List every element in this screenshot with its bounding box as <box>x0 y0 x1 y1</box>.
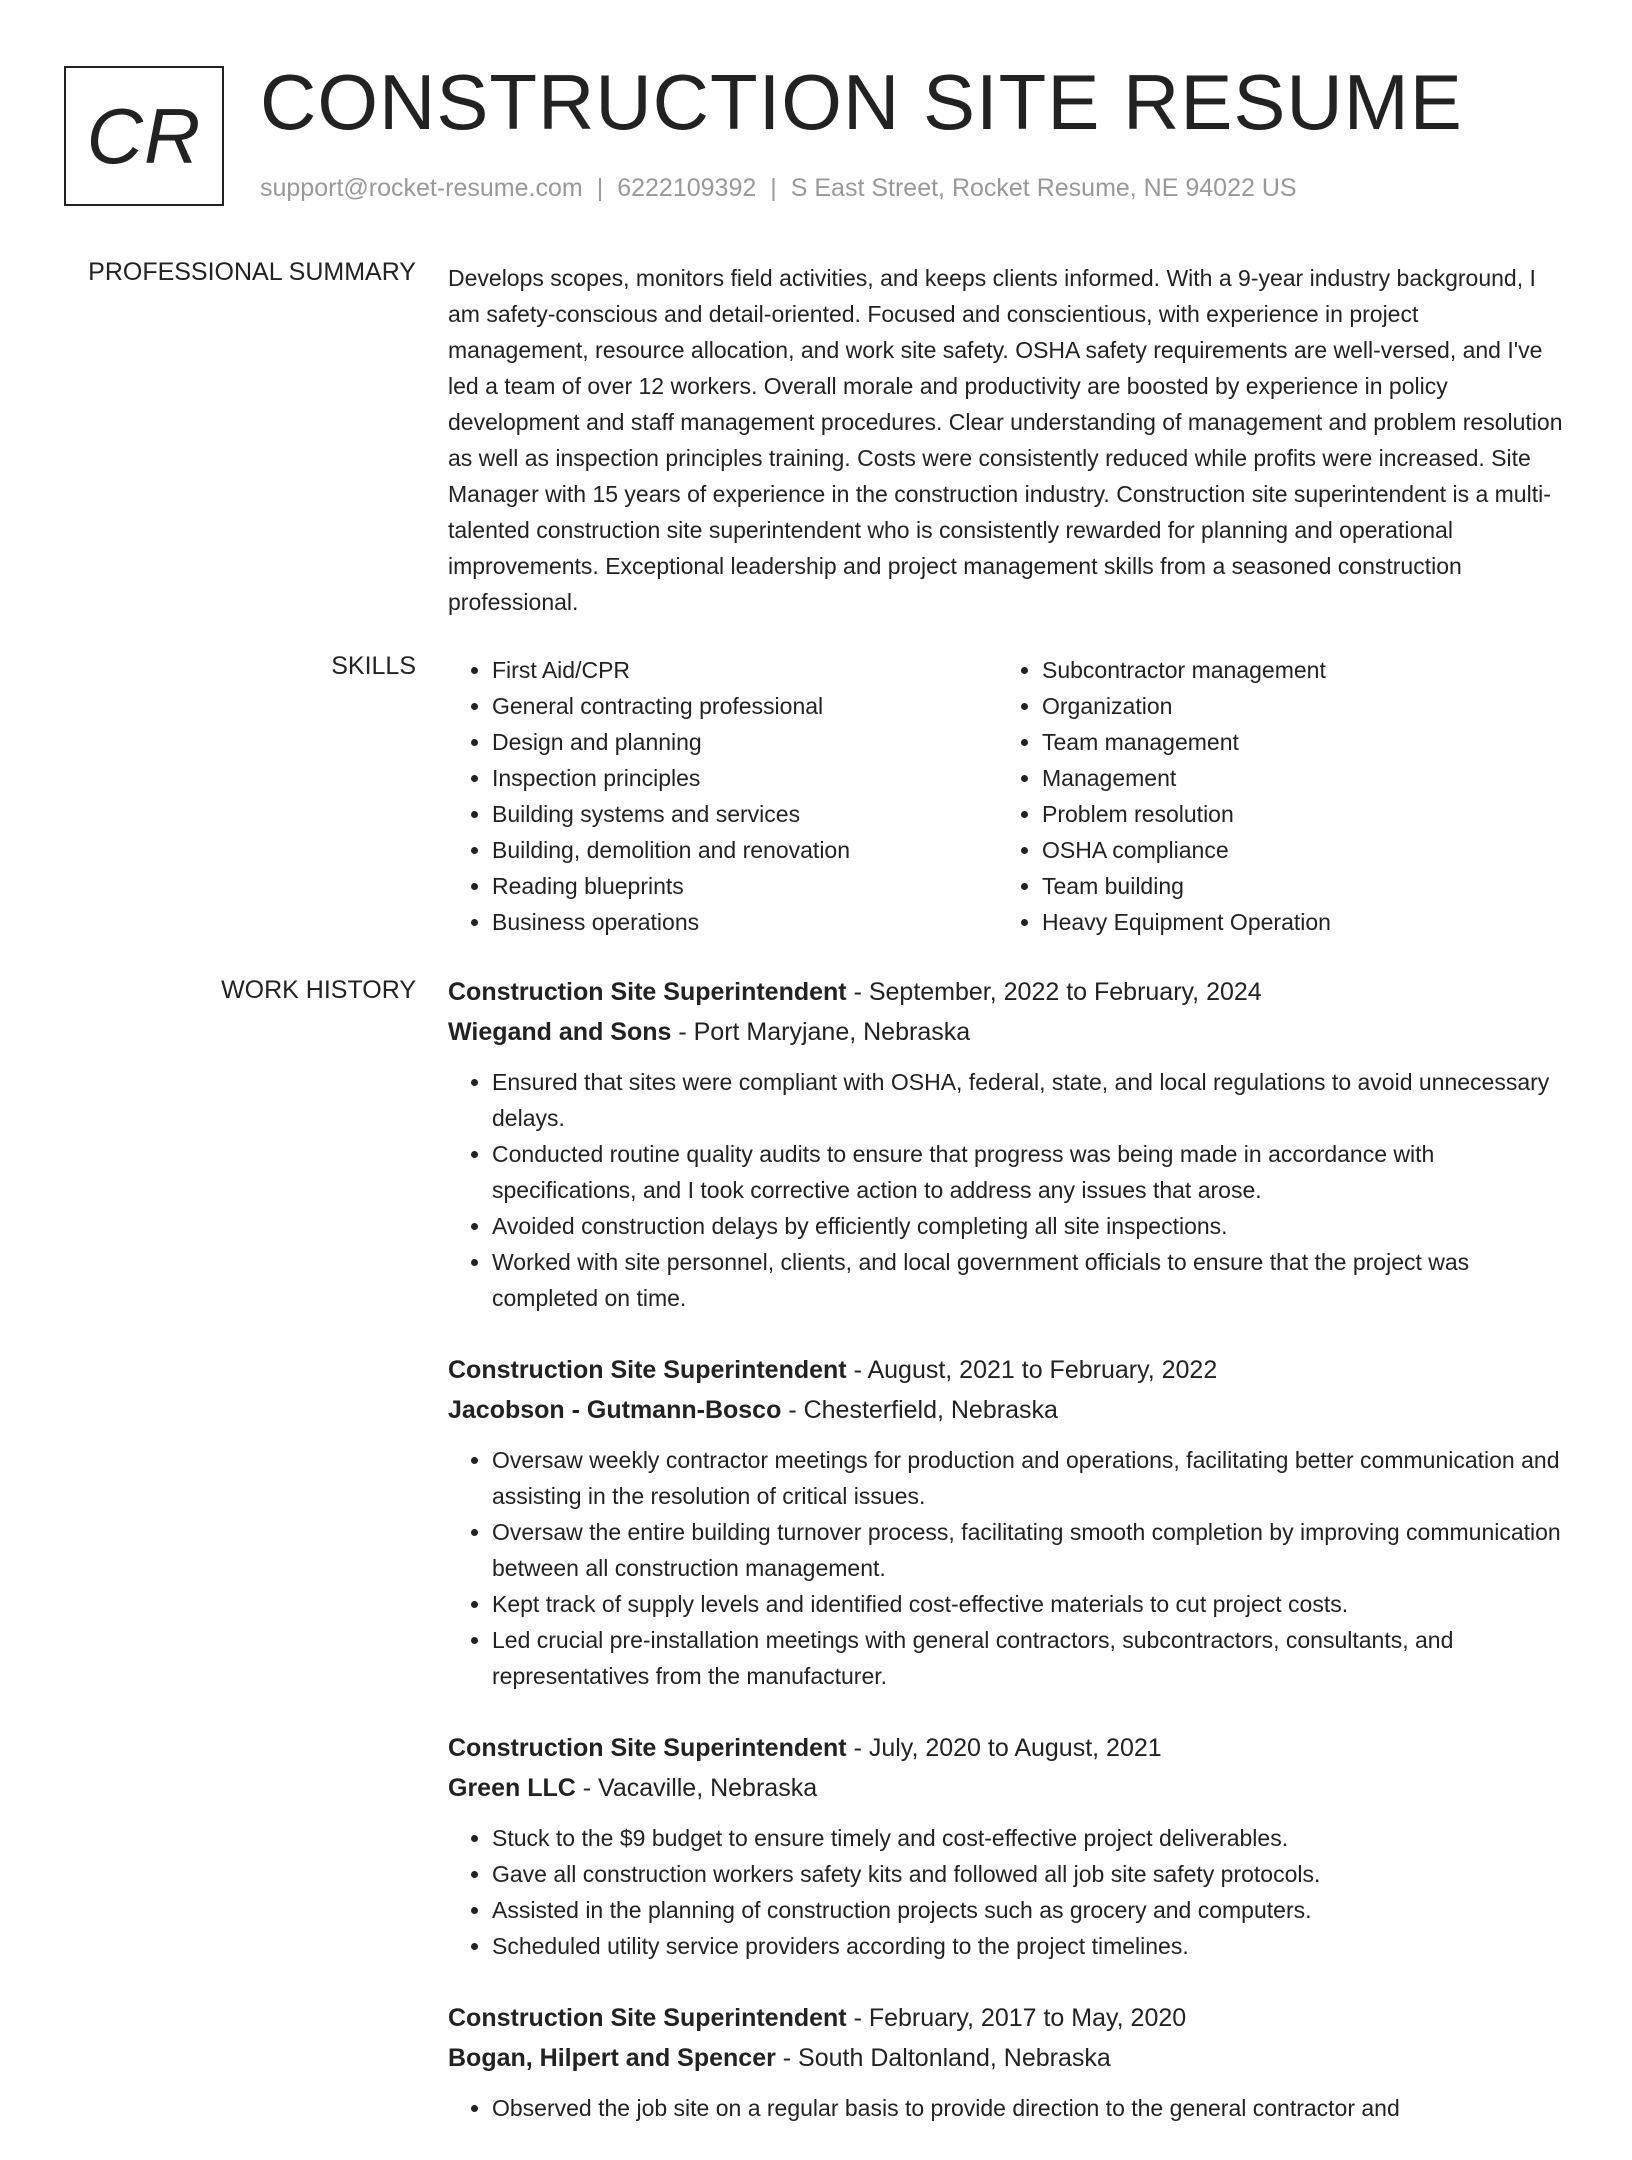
job-location: - Chesterfield, Nebraska <box>781 1396 1058 1424</box>
job-bullet: • Avoided construction delays by efficiently completing all site inspections. <box>492 1208 1564 1244</box>
job-entry <box>448 1350 1564 1694</box>
job-entry <box>448 1998 1564 2126</box>
contact-separator: | <box>770 174 777 202</box>
job-bullet: • Observed the job site on a regular basis to provide direction to the general contractor and <box>492 2090 1564 2126</box>
job-company: Wiegand and Sons <box>448 1018 672 1046</box>
resume-title: CONSTRUCTION SITE RESUME <box>260 58 1463 146</box>
job-bullet: • Kept track of supply levels and identified cost-effective materials to cut project costs. <box>492 1586 1564 1622</box>
skill-item: • Building, demolition and renovation <box>492 832 998 868</box>
job-title-line <box>448 972 1564 1012</box>
job-location: - Port Maryjane, Nebraska <box>671 1018 971 1046</box>
skills-grid <box>448 652 1564 940</box>
contact-address: S East Street, Rocket Resume, NE 94022 US <box>790 174 1297 202</box>
job-company-line <box>448 1390 1564 1430</box>
job-company-line <box>448 1768 1564 1808</box>
job-dates: - July, 2020 to August, 2021 <box>846 1734 1162 1762</box>
job-company-line <box>448 1012 1564 1052</box>
skill-item: • Team management <box>1042 724 1548 760</box>
job-company: Bogan, Hilpert and Spencer <box>448 2044 776 2072</box>
summary-text: Develops scopes, monitors field activities, and keeps clients informed. With a 9-year industry background, I am safety-conscious and detail-oriented. Focused and conscientious, with experience in project management, resource allocation, and work site safety. OSHA safety requirements are well-versed, and I've led a team of over 12 workers. Overall morale and productivity are boosted by experience in policy development and staff management procedures. Clear understanding of management and problem resolution as well as inspection principles training. Costs were consistently reduced while profits were increased. Site Manager with 15 years of experience in the construction industry. Construction site superintendent is a multi-talented construction site superintendent who is consistently rewarded for planning and operational improvements. Exceptional leadership and project management skills from a seasoned construction professional. <box>448 265 1563 615</box>
skill-item: • First Aid/CPR <box>492 652 998 688</box>
job-bullet: • Worked with site personnel, clients, and local government officials to ensure that the project was completed on time. <box>492 1244 1564 1316</box>
section-label-work-history: WORK HISTORY <box>221 976 416 1004</box>
job-company: Green LLC <box>448 1774 576 1802</box>
skills-list-right <box>998 652 1548 940</box>
skill-item: • Subcontractor management <box>1042 652 1548 688</box>
job-company: Jacobson - Gutmann-Bosco <box>448 1396 782 1424</box>
job-title: Construction Site Superintendent <box>448 2004 847 2032</box>
job-bullet: • Conducted routine quality audits to ensure that progress was being made in accordance with specifications, and I took corrective action to address any issues that arose. <box>492 1136 1564 1208</box>
job-dates: - August, 2021 to February, 2022 <box>846 1356 1218 1384</box>
resume-header <box>64 58 1584 210</box>
skill-item: • Organization <box>1042 688 1548 724</box>
job-bullets <box>448 1442 1564 1694</box>
job-title: Construction Site Superintendent <box>448 978 847 1006</box>
monogram-logo: CR <box>64 66 224 206</box>
skill-item: • Team building <box>1042 868 1548 904</box>
job-bullet: • Stuck to the $9 budget to ensure timely and cost-effective project deliverables. <box>492 1820 1564 1856</box>
contact-separator: | <box>596 174 604 202</box>
job-title-line <box>448 1350 1564 1390</box>
contact-line <box>260 174 1297 203</box>
job-bullet: • Assisted in the planning of construction projects such as grocery and computers. <box>492 1892 1564 1928</box>
skill-item: • Inspection principles <box>492 760 998 796</box>
skill-item: • Design and planning <box>492 724 998 760</box>
contact-email: support@rocket-resume.com <box>260 174 583 202</box>
job-title: Construction Site Superintendent <box>448 1356 847 1384</box>
skill-item: • Business operations <box>492 904 998 940</box>
section-label-skills: SKILLS <box>331 652 416 680</box>
job-company-line <box>448 2038 1564 2078</box>
job-bullets <box>448 1064 1564 1316</box>
job-bullet: • Led crucial pre-installation meetings with general contractors, subcontractors, consultants, and representatives from the manufacturer. <box>492 1622 1564 1694</box>
skill-item: • Building systems and services <box>492 796 998 832</box>
job-bullet: • Ensured that sites were compliant with OSHA, federal, state, and local regulations to avoid unnecessary delays. <box>492 1064 1564 1136</box>
skill-item: • OSHA compliance <box>1042 832 1548 868</box>
work-history-list <box>448 972 1564 2160</box>
job-entry <box>448 1728 1564 1964</box>
job-bullet: • Oversaw the entire building turnover process, facilitating smooth completion by improving communication between all construction management. <box>492 1514 1564 1586</box>
skill-item: • Problem resolution <box>1042 796 1548 832</box>
job-bullet: • Oversaw weekly contractor meetings for production and operations, facilitating better communication and assisting in the resolution of critical issues. <box>492 1442 1564 1514</box>
job-dates: - February, 2017 to May, 2020 <box>846 2004 1187 2032</box>
skill-item: • Management <box>1042 760 1548 796</box>
job-bullets <box>448 2090 1564 2126</box>
skills-list-left <box>448 652 998 940</box>
job-location: - South Daltonland, Nebraska <box>775 2044 1111 2072</box>
skill-item: • General contracting professional <box>492 688 998 724</box>
contact-phone: 6222109392 <box>617 174 757 202</box>
skill-item: • Heavy Equipment Operation <box>1042 904 1548 940</box>
job-title-line <box>448 1998 1564 2038</box>
job-title: Construction Site Superintendent <box>448 1734 847 1762</box>
job-entry <box>448 972 1564 1316</box>
job-bullet: • Gave all construction workers safety kits and followed all job site safety protocols. <box>492 1856 1564 1892</box>
job-dates: - September, 2022 to February, 2024 <box>846 978 1262 1006</box>
section-label-summary: PROFESSIONAL SUMMARY <box>88 258 416 286</box>
job-location: - Vacaville, Nebraska <box>575 1774 818 1802</box>
skill-item: • Reading blueprints <box>492 868 998 904</box>
job-title-line <box>448 1728 1564 1768</box>
job-bullet: • Scheduled utility service providers according to the project timelines. <box>492 1928 1564 1964</box>
job-bullets <box>448 1820 1564 1964</box>
